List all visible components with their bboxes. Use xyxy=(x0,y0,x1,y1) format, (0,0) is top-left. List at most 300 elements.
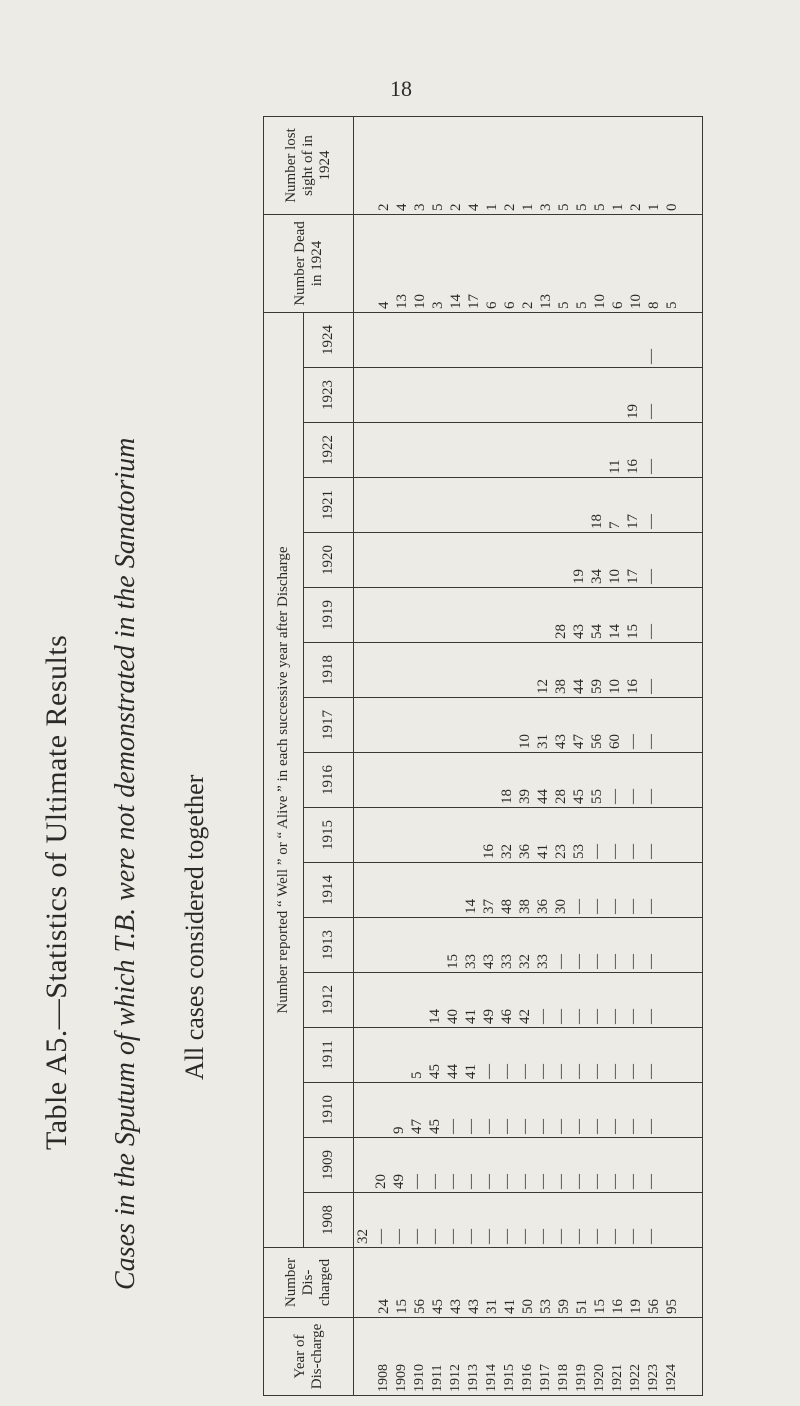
reported-cell: 15 xyxy=(445,954,461,969)
reported-cell xyxy=(354,316,372,364)
dead-cell: 10 xyxy=(592,294,608,309)
reported-column-1920 xyxy=(354,532,702,587)
reported-cell xyxy=(390,756,408,804)
reported-cell: 17 xyxy=(625,569,641,584)
reported-cell xyxy=(390,371,408,419)
reported-cell: — xyxy=(589,1119,605,1134)
reported-cell xyxy=(570,371,588,419)
reported-cell: — xyxy=(517,1064,533,1079)
discharged-cell: 16 xyxy=(610,1299,626,1314)
reported-cell xyxy=(372,701,390,749)
reported-cell xyxy=(480,756,498,804)
reported-cell xyxy=(408,701,426,749)
reported-cell: — xyxy=(517,1174,533,1189)
reported-cell: — xyxy=(607,1009,623,1024)
year-cell: 1923 xyxy=(646,1364,661,1392)
reported-cell xyxy=(390,1031,408,1079)
reported-cell xyxy=(426,481,444,529)
reported-column-1908 xyxy=(354,1192,702,1247)
header-dead: Number Dead in 1924 xyxy=(264,215,354,313)
reported-cell xyxy=(516,646,534,694)
reported-cell xyxy=(372,976,390,1024)
reported-cell: — xyxy=(571,1229,587,1244)
reported-cell xyxy=(390,866,408,914)
reported-cell: — xyxy=(517,1229,533,1244)
reported-cell xyxy=(516,371,534,419)
dead-cell: 13 xyxy=(538,294,554,309)
lost-cell: 5 xyxy=(592,203,608,211)
header-year-1921: 1921 xyxy=(304,478,354,533)
reported-cell: — xyxy=(553,1229,569,1244)
reported-cell: — xyxy=(643,1064,659,1079)
reported-cell: 43 xyxy=(481,954,497,969)
dead-cell: 10 xyxy=(628,294,644,309)
reported-cell xyxy=(534,371,552,419)
reported-cell xyxy=(354,921,372,969)
reported-cell xyxy=(480,591,498,639)
reported-cell xyxy=(426,371,444,419)
reported-cell xyxy=(408,481,426,529)
lost-cell: 1 xyxy=(520,203,536,211)
header-year-1913: 1913 xyxy=(304,918,354,973)
header-year-1915: 1915 xyxy=(304,808,354,863)
discharged-cell: 45 xyxy=(430,1299,446,1314)
reported-cell xyxy=(498,646,516,694)
reported-cell xyxy=(444,811,462,859)
reported-cell xyxy=(390,426,408,474)
reported-cell: — xyxy=(373,1229,389,1244)
reported-cell: — xyxy=(445,1119,461,1134)
reported-cell: — xyxy=(589,899,605,914)
reported-cell: — xyxy=(499,1174,515,1189)
reported-cell xyxy=(354,866,372,914)
table-body-row xyxy=(354,117,703,1396)
reported-cell: 34 xyxy=(589,569,605,584)
reported-cell: 33 xyxy=(499,954,515,969)
reported-cell xyxy=(354,426,372,474)
reported-cell xyxy=(498,591,516,639)
reported-cell xyxy=(408,426,426,474)
reported-cell: 30 xyxy=(553,899,569,914)
header-year-1918: 1918 xyxy=(304,643,354,698)
reported-cell xyxy=(372,316,390,364)
reported-cell: 11 xyxy=(607,459,623,474)
reported-cell: 20 xyxy=(373,1174,389,1189)
dead-column xyxy=(354,215,703,313)
reported-cell: 14 xyxy=(427,1009,443,1024)
reported-cell: — xyxy=(643,624,659,639)
discharged-cell: 15 xyxy=(394,1299,410,1314)
reported-cell: 45 xyxy=(427,1119,443,1134)
reported-cell xyxy=(444,426,462,474)
header-year: Year of Dis-charge xyxy=(264,1318,354,1396)
reported-column-1917 xyxy=(354,697,702,752)
header-year-1917: 1917 xyxy=(304,698,354,753)
reported-cell: — xyxy=(589,844,605,859)
reported-cell xyxy=(354,481,372,529)
reported-cell: 54 xyxy=(589,624,605,639)
reported-column-1909 xyxy=(354,1137,702,1192)
reported-cell: — xyxy=(409,1229,425,1244)
reported-cell xyxy=(570,316,588,364)
year-cell: 1918 xyxy=(556,1364,571,1392)
reported-cell: 41 xyxy=(463,1064,479,1079)
reported-cell: — xyxy=(625,1174,641,1189)
lost-cell: 2 xyxy=(448,203,464,211)
dead-cell: 13 xyxy=(394,294,410,309)
reported-cell: 45 xyxy=(571,789,587,804)
header-reported: Number reported “ Well ” or “ Alive ” in each successive year after Discharge xyxy=(264,313,304,1248)
reported-cell: — xyxy=(571,1009,587,1024)
reported-cell: 38 xyxy=(553,679,569,694)
reported-cell: 43 xyxy=(553,734,569,749)
reported-cell xyxy=(588,426,606,474)
reported-cell: — xyxy=(643,404,659,419)
discharged-cell: 24 xyxy=(376,1299,392,1314)
reported-column-1912 xyxy=(354,972,702,1027)
lost-cell: 5 xyxy=(430,203,446,211)
reported-cell xyxy=(426,536,444,584)
reported-cell xyxy=(444,591,462,639)
dead-cell: 5 xyxy=(664,301,680,309)
lost-cell: 4 xyxy=(394,203,410,211)
reported-cell xyxy=(498,371,516,419)
lost-cell: 2 xyxy=(376,203,392,211)
reported-cell: — xyxy=(625,1064,641,1079)
year-cell: 1908 xyxy=(376,1364,391,1392)
reported-cell: — xyxy=(625,844,641,859)
reported-columns xyxy=(354,313,703,1248)
dead-cell: 8 xyxy=(646,301,662,309)
year-cell: 1920 xyxy=(592,1364,607,1392)
reported-cell: — xyxy=(445,1174,461,1189)
reported-cell xyxy=(390,591,408,639)
reported-cell: 49 xyxy=(481,1009,497,1024)
reported-cell: 41 xyxy=(463,1009,479,1024)
reported-cell: — xyxy=(445,1229,461,1244)
reported-cell xyxy=(390,536,408,584)
header-year-1922: 1922 xyxy=(304,423,354,478)
reported-cell xyxy=(372,1031,390,1079)
reported-cell: 49 xyxy=(391,1174,407,1189)
dead-cell: 6 xyxy=(502,301,518,309)
year-cell: 1919 xyxy=(574,1364,589,1392)
reported-cell xyxy=(390,976,408,1024)
header-year-1916: 1916 xyxy=(304,753,354,808)
reported-cell xyxy=(408,536,426,584)
reported-cell: 42 xyxy=(517,1009,533,1024)
lost-cell: 1 xyxy=(610,203,626,211)
table-subtitle: Cases in the Sputum of which T.B. were not demonstrated in the Sanatorium xyxy=(110,437,141,1290)
reported-cell: 16 xyxy=(625,679,641,694)
reported-cell: — xyxy=(607,1174,623,1189)
header-year-1909: 1909 xyxy=(304,1138,354,1193)
reported-cell xyxy=(408,976,426,1024)
reported-cell: — xyxy=(607,1229,623,1244)
reported-cell: — xyxy=(607,1119,623,1134)
reported-cell xyxy=(444,536,462,584)
reported-cell xyxy=(534,316,552,364)
reported-cell xyxy=(426,591,444,639)
reported-cell: 5 xyxy=(409,1071,425,1079)
reported-cell xyxy=(462,426,480,474)
year-cell: 1912 xyxy=(448,1364,463,1392)
reported-cell xyxy=(480,481,498,529)
reported-cell: 53 xyxy=(571,844,587,859)
reported-cell: — xyxy=(643,1009,659,1024)
reported-cell: — xyxy=(553,1119,569,1134)
lost-cell: 3 xyxy=(538,203,554,211)
dead-cell: 17 xyxy=(466,294,482,309)
reported-cell xyxy=(408,811,426,859)
reported-cell xyxy=(552,316,570,364)
header-year-1914: 1914 xyxy=(304,863,354,918)
header-year-1924: 1924 xyxy=(304,313,354,368)
header-year-1911: 1911 xyxy=(304,1028,354,1083)
reported-cell: — xyxy=(553,954,569,969)
reported-cell: — xyxy=(643,954,659,969)
lost-cell: 5 xyxy=(556,203,572,211)
reported-cell xyxy=(588,316,606,364)
reported-cell: — xyxy=(535,1174,551,1189)
reported-cell xyxy=(426,866,444,914)
reported-cell xyxy=(606,316,624,364)
reported-cell: — xyxy=(535,1229,551,1244)
reported-cell xyxy=(354,371,372,419)
reported-cell: — xyxy=(499,1229,515,1244)
reported-cell xyxy=(480,536,498,584)
reported-cell: 12 xyxy=(535,679,551,694)
reported-cell xyxy=(372,811,390,859)
table-title: Table A5.—Statistics of Ultimate Results xyxy=(40,634,73,1150)
year-cell: 1911 xyxy=(430,1364,445,1392)
reported-cell: 40 xyxy=(445,1009,461,1024)
reported-column-1915 xyxy=(354,807,702,862)
reported-cell: 10 xyxy=(607,679,623,694)
reported-cell: 44 xyxy=(571,679,587,694)
year-cell: 1917 xyxy=(538,1364,553,1392)
reported-cell xyxy=(390,921,408,969)
discharged-column xyxy=(354,1248,703,1318)
reported-cell: 37 xyxy=(481,899,497,914)
year-cell: 1910 xyxy=(412,1364,427,1392)
dead-cell: 6 xyxy=(610,301,626,309)
discharged-cell: 95 xyxy=(664,1299,680,1314)
reported-cell: — xyxy=(481,1119,497,1134)
reported-cell: 23 xyxy=(553,844,569,859)
reported-cell: — xyxy=(625,1229,641,1244)
lost-cell: 1 xyxy=(646,203,662,211)
reported-cell: — xyxy=(625,789,641,804)
reported-cell xyxy=(462,701,480,749)
discharged-cell: 51 xyxy=(574,1299,590,1314)
header-year-1910: 1910 xyxy=(304,1083,354,1138)
reported-cell xyxy=(354,756,372,804)
reported-cell: 38 xyxy=(517,899,533,914)
year-cell: 1913 xyxy=(466,1364,481,1392)
reported-cell xyxy=(534,591,552,639)
dead-cell: 14 xyxy=(448,294,464,309)
header-discharged: Number Dis-charged xyxy=(264,1248,354,1318)
reported-cell: 60 xyxy=(607,734,623,749)
reported-column-1916 xyxy=(354,752,702,807)
reported-cell: 16 xyxy=(625,459,641,474)
year-cell: 1909 xyxy=(394,1364,409,1392)
reported-cell: — xyxy=(553,1174,569,1189)
reported-cell: — xyxy=(481,1064,497,1079)
reported-cell xyxy=(372,426,390,474)
reported-cell xyxy=(390,316,408,364)
reported-cell: — xyxy=(463,1229,479,1244)
reported-cell xyxy=(534,481,552,529)
year-cell: 1914 xyxy=(484,1364,499,1392)
reported-cell xyxy=(498,481,516,529)
reported-cell xyxy=(390,701,408,749)
reported-cell xyxy=(462,316,480,364)
statistics-table xyxy=(263,116,703,1396)
reported-cell xyxy=(516,316,534,364)
reported-cell xyxy=(444,481,462,529)
header-year-1923: 1923 xyxy=(304,368,354,423)
reported-cell xyxy=(354,811,372,859)
reported-cell: — xyxy=(643,514,659,529)
reported-cell xyxy=(516,591,534,639)
reported-cell xyxy=(498,426,516,474)
reported-cell: 36 xyxy=(535,899,551,914)
reported-cell: — xyxy=(391,1229,407,1244)
reported-column-1922 xyxy=(354,422,702,477)
reported-cell: — xyxy=(625,1119,641,1134)
reported-column-1919 xyxy=(354,587,702,642)
reported-cell xyxy=(570,426,588,474)
reported-cell xyxy=(390,481,408,529)
reported-cell: 47 xyxy=(409,1119,425,1134)
reported-cell xyxy=(498,316,516,364)
reported-cell: 7 xyxy=(607,521,623,529)
reported-cell xyxy=(480,646,498,694)
reported-cell xyxy=(408,371,426,419)
reported-column-1924 xyxy=(354,313,702,367)
dead-cell: 4 xyxy=(376,301,392,309)
discharged-cell: 59 xyxy=(556,1299,572,1314)
year-cell: 1915 xyxy=(502,1364,517,1392)
discharged-cell: 41 xyxy=(502,1299,518,1314)
reported-cell xyxy=(408,921,426,969)
lost-cell: 5 xyxy=(574,203,590,211)
reported-cell: — xyxy=(643,789,659,804)
reported-cell xyxy=(498,701,516,749)
reported-cell: — xyxy=(499,1064,515,1079)
reported-cell xyxy=(552,481,570,529)
reported-cell xyxy=(372,481,390,529)
page-number: 18 xyxy=(390,76,412,101)
reported-cell xyxy=(462,646,480,694)
reported-cell: — xyxy=(589,1229,605,1244)
reported-cell xyxy=(426,756,444,804)
reported-cell: — xyxy=(607,954,623,969)
reported-cell xyxy=(480,426,498,474)
reported-cell xyxy=(444,701,462,749)
lost-cell: 2 xyxy=(628,203,644,211)
reported-cell: — xyxy=(571,954,587,969)
reported-cell: — xyxy=(643,569,659,584)
year-cell: 1924 xyxy=(664,1364,679,1392)
reported-cell xyxy=(516,536,534,584)
year-cell: 1921 xyxy=(610,1364,625,1392)
reported-cell: 39 xyxy=(517,789,533,804)
reported-cell: — xyxy=(625,954,641,969)
reported-cell xyxy=(606,371,624,419)
reported-cell xyxy=(570,481,588,529)
reported-cell: — xyxy=(607,1064,623,1079)
reported-cell: 28 xyxy=(553,789,569,804)
discharged-cell: 56 xyxy=(646,1299,662,1314)
reported-cell: 28 xyxy=(553,624,569,639)
discharged-cell: 43 xyxy=(448,1299,464,1314)
reported-cell xyxy=(534,536,552,584)
reported-cell: 44 xyxy=(535,789,551,804)
reported-cell xyxy=(426,316,444,364)
dead-cell: 2 xyxy=(520,301,536,309)
reported-cell: 18 xyxy=(499,789,515,804)
reported-cell: 10 xyxy=(607,569,623,584)
reported-cell: — xyxy=(607,899,623,914)
reported-cell xyxy=(444,371,462,419)
reported-cell: — xyxy=(427,1174,443,1189)
reported-cell: — xyxy=(535,1009,551,1024)
reported-cell: 33 xyxy=(535,954,551,969)
header-year-1920: 1920 xyxy=(304,533,354,588)
discharged-cell: 31 xyxy=(484,1299,500,1314)
dead-cell: 5 xyxy=(556,301,572,309)
lost-cell: 4 xyxy=(466,203,482,211)
reported-cell: — xyxy=(589,954,605,969)
statistics-table-container xyxy=(263,116,703,1396)
reported-column-1914 xyxy=(354,862,702,917)
reported-cell xyxy=(354,976,372,1024)
reported-cell: — xyxy=(625,734,641,749)
dead-cell: 6 xyxy=(484,301,500,309)
reported-cell: — xyxy=(625,899,641,914)
reported-cell xyxy=(426,646,444,694)
reported-cell: 32 xyxy=(517,954,533,969)
reported-cell xyxy=(354,646,372,694)
reported-cell xyxy=(390,811,408,859)
reported-cell: 47 xyxy=(571,734,587,749)
reported-cell xyxy=(372,866,390,914)
dead-cell: 10 xyxy=(412,294,428,309)
reported-cell: — xyxy=(535,1119,551,1134)
reported-cell: — xyxy=(589,1174,605,1189)
reported-cell xyxy=(372,921,390,969)
discharged-cell: 53 xyxy=(538,1299,554,1314)
discharged-cell: 19 xyxy=(628,1299,644,1314)
reported-cell: — xyxy=(571,1174,587,1189)
reported-cell: 43 xyxy=(571,624,587,639)
reported-cell xyxy=(372,756,390,804)
reported-cell: 10 xyxy=(517,734,533,749)
reported-column-1923 xyxy=(354,367,702,422)
year-column xyxy=(354,1318,703,1396)
reported-cell: 59 xyxy=(589,679,605,694)
reported-cell xyxy=(408,591,426,639)
reported-cell: — xyxy=(481,1229,497,1244)
reported-cell xyxy=(534,426,552,474)
reported-cell: — xyxy=(589,1009,605,1024)
reported-cell xyxy=(354,701,372,749)
reported-cell: 41 xyxy=(535,844,551,859)
reported-cell: — xyxy=(553,1009,569,1024)
